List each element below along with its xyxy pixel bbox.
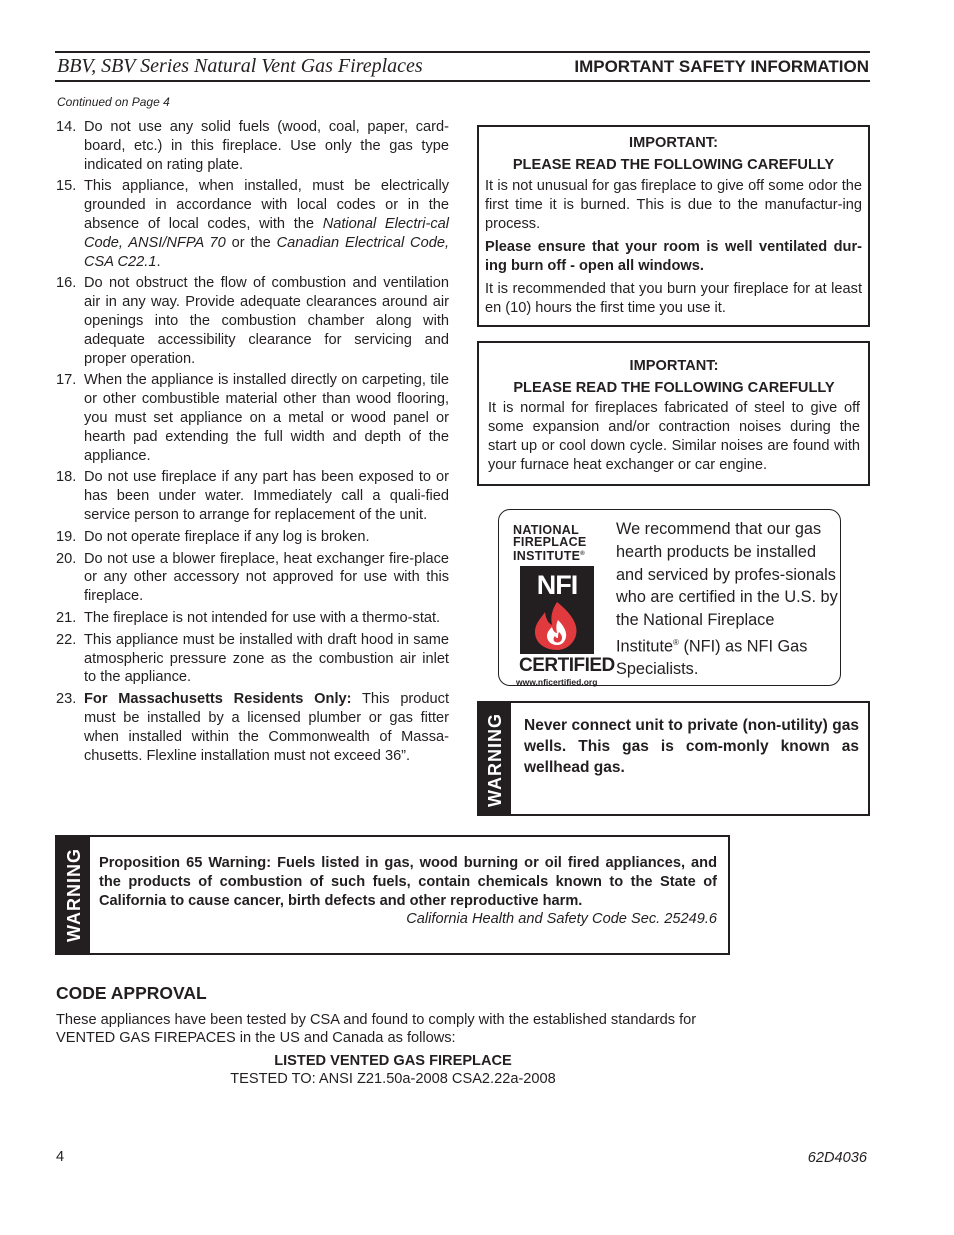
nfi-certified-label: CERTIFIED (519, 655, 615, 677)
list-item-text: Do not obstruct the flow of combustion and ventilation air in any way. Provide adequate clearances around air openings into the combustion chamber along with adequate accessibility clearance for servicing and proper operation. (84, 275, 449, 367)
list-item-text: Do not use any solid fuels (wood, coal, paper, card-board, etc.) in this fireplace. Use only the gas type indicated on rating plate. (84, 119, 449, 173)
nfi-name-line1: NATIONAL (513, 523, 580, 537)
warning-strip (479, 703, 511, 814)
list-item-number: 21. (56, 609, 77, 626)
nfi-trademark: ® (580, 551, 586, 557)
list-item (56, 468, 449, 524)
list-item-number: 18. (56, 469, 77, 486)
nfi-emblem-text: NFI (536, 570, 578, 601)
list-item-number: 17. (56, 372, 77, 389)
code-approval-heading: CODE APPROVAL (56, 983, 207, 1003)
header-rule-bottom (55, 80, 870, 82)
warning-strip (57, 837, 90, 953)
odor-paragraph: It is not unusual for gas fireplace to give off some odor the first time it is burned. This is due to the manufactur-ing process. (485, 178, 862, 232)
list-item-text: This appliance, when installed, must be electrically grounded in accordance with local codes or in the absence of local codes, with the National Electri-cal Code, ANSI/NFPA 70 or the Canadian Electrical Code, CSA C22.1. (84, 178, 449, 270)
ventilation-paragraph: Please ensure that your room is well ventilated dur-ing burn off - open all windows. (485, 239, 862, 274)
warning-label: WARNING (64, 848, 84, 942)
list-item-number: 19. (56, 528, 77, 545)
document-number: 62D4036 (807, 1150, 867, 1166)
page-number: 4 (56, 1149, 65, 1165)
nfi-logo (513, 523, 615, 688)
list-item-text: Do not use a blower fireplace, heat exchanger fire-place or any other accessory not approved for use with this fireplace. (84, 550, 449, 605)
noise-paragraph: It is normal for fireplaces fabricated of steel to give off some expansion and/or contraction noises during the start up or cool down cycle. Similar noises are found with your furnace heat exchanger or car engine. (488, 400, 860, 473)
listing-title: LISTED VENTED GAS FIREPLACE (274, 1053, 512, 1069)
header-rule-top (55, 51, 870, 53)
safety-list (56, 118, 449, 768)
document-title: BBV, SBV Series Natural Vent Gas Fireplaces (57, 55, 423, 77)
tested-standards: TESTED TO: ANSI Z21.50a-2008 CSA2.22a-2008 (230, 1071, 556, 1087)
list-item-text: The fireplace is not intended for use with a thermo-stat. (84, 609, 441, 626)
list-item-number: 23. (56, 691, 77, 708)
list-item-number: 20. (56, 550, 77, 567)
list-item-number: 15. (56, 178, 77, 195)
warning-text: Proposition 65 Warning: Fuels listed in gas, wood burning or oil fired appliances, and the products of combustion of such fuels, contain chemicals known to the State of California to cause cancer, birth defects and other reproductive harm. (99, 855, 717, 909)
box-heading: IMPORTANT: (629, 358, 719, 374)
box-heading: IMPORTANT: (629, 135, 718, 151)
list-item (56, 118, 449, 174)
list-item-text: For Massachusetts Residents Only: This product must be installed by a licensed plumber or gas fitter when installed within the Commonwealth of Massa-chusetts. Flexline installation must not exceed 36”. (84, 691, 449, 764)
list-item (56, 371, 449, 465)
nfi-flame-icon (520, 566, 594, 654)
list-item-text: This appliance must be installed with draft hood in same atmospheric pressure zone as the combustion air inlet to the appliance. (84, 631, 449, 686)
list-item-number: 16. (56, 275, 77, 292)
list-item-number: 22. (56, 631, 77, 648)
section-title: IMPORTANT SAFETY INFORMATION (574, 57, 869, 76)
list-item (56, 690, 449, 765)
burn-in-paragraph: It is recommended that you burn your fireplace for at least en (10) hours the first time you use it. (485, 281, 862, 316)
important-noise-box (477, 341, 870, 486)
proposition-65-warning (55, 835, 730, 955)
nfi-certification-panel (498, 509, 841, 686)
box-subheading: PLEASE READ THE FOLLOWING CAREFULLY (513, 380, 835, 396)
list-item-text: When the appliance is installed directly on carpeting, tile or other combustible material other than wood flooring, you must set appliance on a metal or wood panel or hearth pad extending the full width and depth of the appliance. (84, 372, 449, 464)
nfi-website: www.nficertified.org (516, 677, 598, 688)
list-item (56, 631, 449, 687)
wellhead-gas-warning (477, 701, 870, 816)
list-item-text: Do not use fireplace if any part has been exposed to or has been under water. Immediately call a quali-fied service person to arrange for replacement of the unit. (84, 469, 449, 523)
warning-text: Never connect unit to private (non-utility) gas wells. This gas is com-monly known as wellhead gas. (524, 717, 859, 776)
list-item-text: Do not operate fireplace if any log is broken. (84, 528, 370, 545)
list-item (56, 274, 449, 368)
warning-citation: California Health and Safety Code Sec. 25249.6 (406, 911, 717, 927)
continued-note: Continued on Page 4 (57, 95, 170, 109)
nfi-name-line3: INSTITUTE (513, 549, 581, 564)
list-item-number: 14. (56, 119, 77, 135)
list-item (56, 550, 449, 606)
code-approval-text: These appliances have been tested by CSA and found to comply with the established standards for VENTED GAS FIREPACES in the US and Canada as follows: (56, 1012, 697, 1046)
list-item (56, 528, 449, 547)
list-item (56, 609, 449, 628)
warning-label: WARNING (485, 713, 505, 807)
important-odor-box (477, 125, 870, 327)
box-subheading: PLEASE READ THE FOLLOWING CAREFULLY (512, 157, 835, 173)
list-item (56, 177, 449, 271)
nfi-name-line2: FIREPLACE (513, 535, 587, 549)
nfi-recommendation: We recommend that our gas hearth products be installed and serviced by profes-sionals who are certified in the U.S. by the National Fireplace Institute® (NFI) as NFI Gas Specialists. (616, 520, 838, 679)
